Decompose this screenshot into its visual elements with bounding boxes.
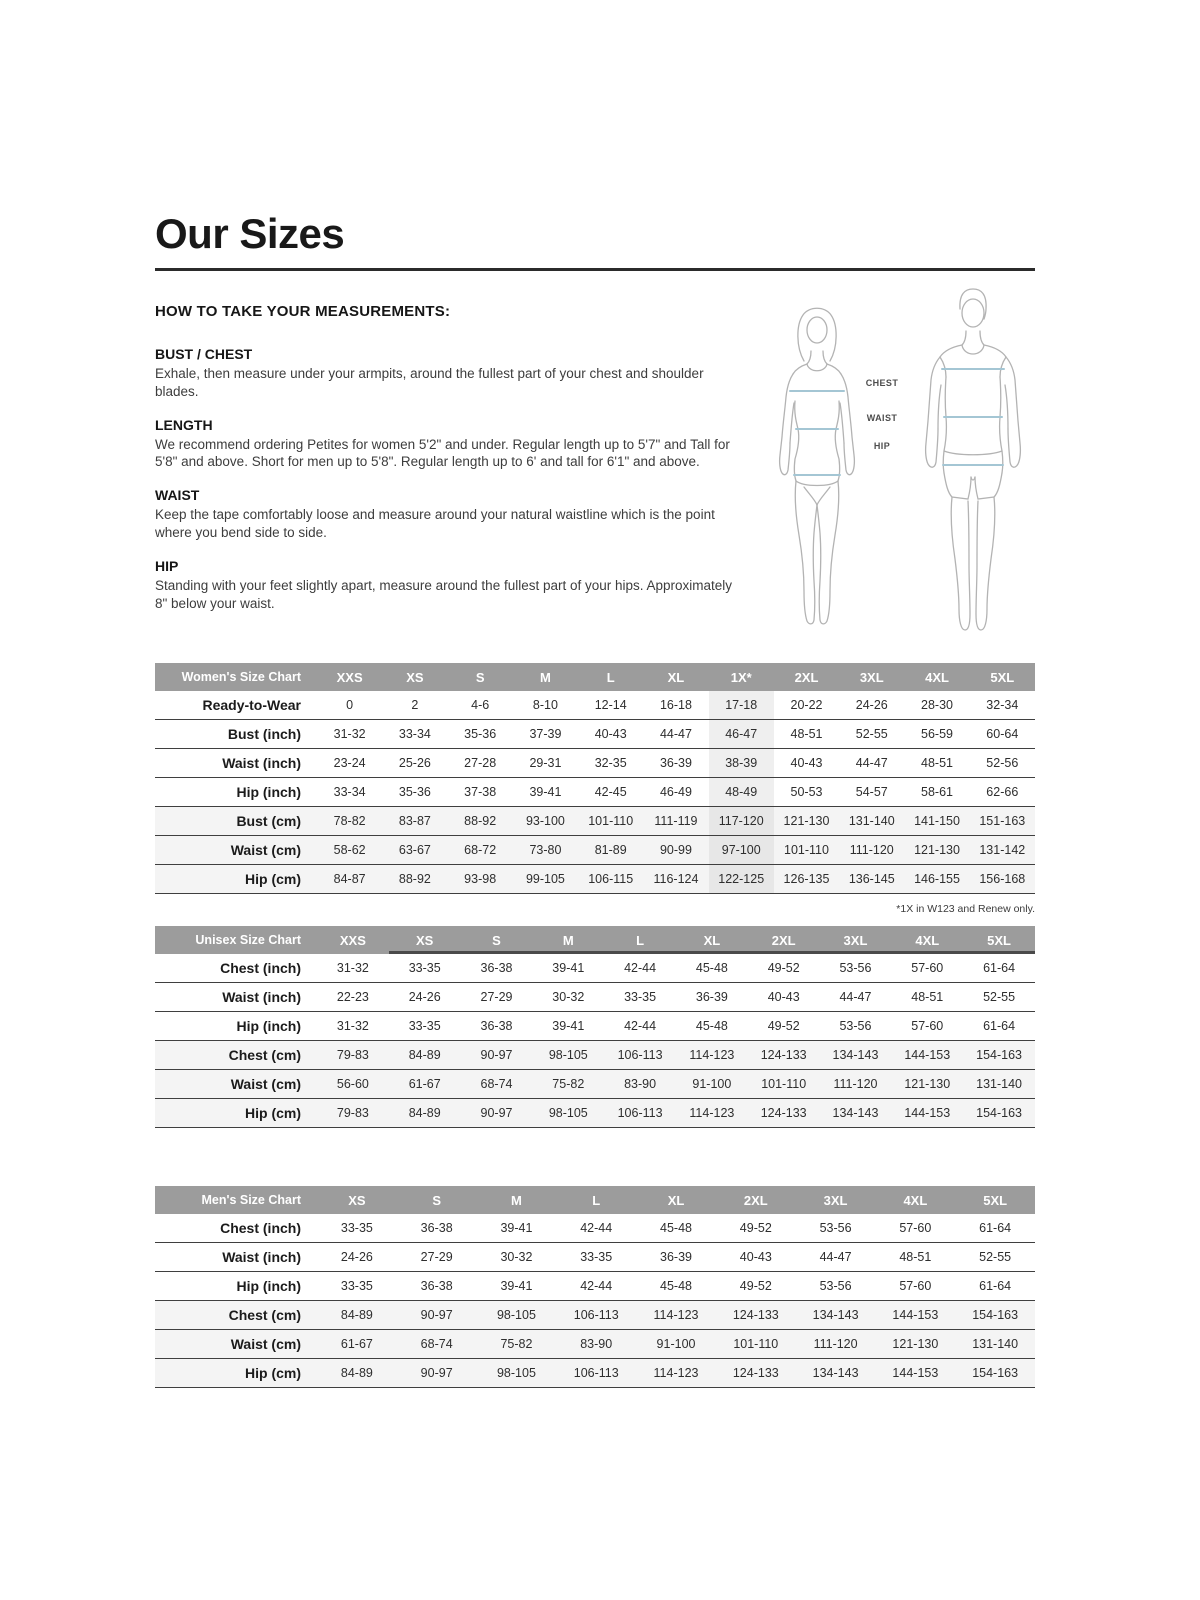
size-column-header: XS xyxy=(406,669,424,685)
size-cell: 75-82 xyxy=(552,1077,585,1091)
size-cell: 61-67 xyxy=(340,1337,373,1351)
size-column-header: XXS xyxy=(336,669,363,685)
size-cell: 38-39 xyxy=(709,749,774,777)
instruction-section xyxy=(155,417,740,472)
size-cell: 61-64 xyxy=(983,1019,1016,1033)
size-cell: 27-29 xyxy=(420,1250,453,1264)
size-cell: 93-98 xyxy=(464,872,497,886)
size-cell: 106-113 xyxy=(573,1366,619,1380)
size-cell: 78-82 xyxy=(333,814,366,828)
size-column-header: 4XL xyxy=(925,669,949,685)
size-cell: 46-49 xyxy=(659,785,692,799)
row-label: Waist (cm) xyxy=(230,1076,301,1092)
measurement-instructions xyxy=(155,303,740,629)
table-row xyxy=(155,836,1035,865)
size-cell: 90-97 xyxy=(420,1366,453,1380)
size-cell: 83-90 xyxy=(580,1337,613,1351)
size-cell: 121-130 xyxy=(892,1337,939,1351)
table-row xyxy=(155,1243,1035,1272)
table-header-row xyxy=(155,1186,1035,1214)
body-figures xyxy=(745,280,1045,645)
size-cell: 39-41 xyxy=(500,1279,533,1293)
table-title: Men's Size Chart xyxy=(201,1193,301,1207)
size-column-header: 1X* xyxy=(730,669,752,685)
section-body: We recommend ordering Petites for women 5'2" and under. Regular length up to 5'7" and Tall for 5'8" and above. Short for men up to 5'8". Regular length up to 6' and tall for 6'1" and above. xyxy=(155,436,730,470)
size-cell: 35-36 xyxy=(464,727,497,741)
size-cell: 23-24 xyxy=(333,756,366,770)
size-cell: 81-89 xyxy=(594,843,627,857)
size-cell: 144-153 xyxy=(904,1048,951,1062)
size-cell: 90-99 xyxy=(659,843,692,857)
size-cell: 61-64 xyxy=(979,1221,1012,1235)
size-cell: 101-110 xyxy=(784,843,829,857)
section-body: Keep the tape comfortably loose and measure around your natural waistline which is the point where you bend side to side. xyxy=(155,507,715,541)
size-cell: 131-140 xyxy=(972,1337,1019,1351)
instruction-section xyxy=(155,346,740,401)
table-row xyxy=(155,1359,1035,1388)
size-cell: 134-143 xyxy=(812,1366,859,1380)
size-cell: 44-47 xyxy=(855,756,888,770)
waist-label: WAIST xyxy=(866,413,898,423)
size-cell: 79-83 xyxy=(336,1048,369,1062)
size-column-header: 3XL xyxy=(820,926,892,954)
size-cell: 40-43 xyxy=(767,990,800,1004)
section-title: BUST / CHEST xyxy=(155,346,253,362)
size-cell: 36-39 xyxy=(695,990,728,1004)
size-column-header: S xyxy=(475,669,485,685)
size-cell: 98-105 xyxy=(496,1308,536,1322)
table-row xyxy=(155,1214,1035,1243)
size-cell: 8-10 xyxy=(532,698,558,712)
table-row xyxy=(155,1301,1035,1330)
size-cell: 33-35 xyxy=(624,990,657,1004)
size-column-header: 3XL xyxy=(859,669,884,685)
size-cell: 114-123 xyxy=(689,1048,735,1062)
table-row xyxy=(155,691,1035,720)
table-row xyxy=(155,983,1035,1012)
table-row xyxy=(155,1330,1035,1359)
row-label: Waist (inch) xyxy=(222,989,301,1005)
size-cell: 36-39 xyxy=(660,1250,692,1264)
size-cell: 122-125 xyxy=(709,865,774,893)
row-label: Hip (inch) xyxy=(236,784,301,800)
size-cell: 98-105 xyxy=(548,1106,588,1120)
size-cell: 131-140 xyxy=(976,1077,1022,1091)
size-column-header: XS xyxy=(389,926,461,954)
row-label: Chest (cm) xyxy=(228,1047,301,1063)
size-cell: 101-110 xyxy=(733,1337,779,1351)
size-cell: 101-110 xyxy=(761,1077,807,1091)
size-cell: 16-18 xyxy=(659,698,692,712)
table-row xyxy=(155,1041,1035,1070)
size-cell: 57-60 xyxy=(899,1279,932,1293)
size-cell: 154-163 xyxy=(972,1366,1019,1380)
size-cell: 36-38 xyxy=(420,1221,453,1235)
row-label: Hip (cm) xyxy=(245,1365,301,1381)
size-column-header: S xyxy=(432,1192,441,1208)
size-column-header: 5XL xyxy=(963,926,1035,954)
size-cell: 45-48 xyxy=(695,961,728,975)
size-cell: 90-97 xyxy=(480,1048,513,1062)
size-cell: 33-35 xyxy=(408,1019,441,1033)
size-cell: 48-51 xyxy=(921,756,954,770)
size-cell: 39-41 xyxy=(529,785,562,799)
size-column-header: XL xyxy=(667,669,685,685)
size-cell: 144-153 xyxy=(904,1106,951,1120)
size-cell: 54-57 xyxy=(855,785,888,799)
size-cell: 134-143 xyxy=(832,1048,879,1062)
size-cell: 44-47 xyxy=(819,1250,852,1264)
section-title: HIP xyxy=(155,557,179,574)
size-cell: 46-47 xyxy=(709,720,774,748)
size-cell: 42-44 xyxy=(624,961,657,975)
size-cell: 83-87 xyxy=(398,814,431,828)
size-cell: 52-55 xyxy=(983,990,1016,1004)
size-cell: 106-113 xyxy=(573,1308,619,1322)
table-footnote: *1X in W123 and Renew only. xyxy=(896,903,1035,915)
size-cell: 56-59 xyxy=(921,727,954,741)
size-cell: 37-38 xyxy=(464,785,497,799)
size-cell: 52-56 xyxy=(986,756,1019,770)
size-cell: 2 xyxy=(411,698,419,712)
row-label: Bust (inch) xyxy=(227,726,301,742)
size-cell: 40-43 xyxy=(790,756,823,770)
size-cell: 33-35 xyxy=(580,1250,613,1264)
table-row xyxy=(155,807,1035,836)
size-cell: 126-135 xyxy=(783,872,830,886)
size-cell: 144-153 xyxy=(892,1366,939,1380)
size-cell: 154-163 xyxy=(976,1106,1022,1120)
row-label: Waist (inch) xyxy=(222,755,301,771)
size-cell: 4-6 xyxy=(471,698,490,712)
table-row xyxy=(155,720,1035,749)
size-cell: 36-39 xyxy=(659,756,692,770)
chest-label: CHEST xyxy=(865,378,899,388)
size-cell: 27-28 xyxy=(464,756,497,770)
size-cell: 114-123 xyxy=(653,1366,699,1380)
size-cell: 90-97 xyxy=(420,1308,453,1322)
row-label: Waist (cm) xyxy=(230,1336,301,1352)
size-cell: 84-89 xyxy=(340,1308,373,1322)
size-cell: 57-60 xyxy=(911,1019,944,1033)
row-label: Chest (inch) xyxy=(220,1220,301,1236)
size-cell: 42-45 xyxy=(594,785,627,799)
size-cell: 154-163 xyxy=(972,1308,1019,1322)
table-row xyxy=(155,778,1035,807)
size-cell: 24-26 xyxy=(855,698,888,712)
size-cell: 156-168 xyxy=(979,872,1026,886)
size-cell: 49-52 xyxy=(767,961,800,975)
table-title: Unisex Size Chart xyxy=(195,933,301,947)
size-cell: 101-110 xyxy=(588,814,634,828)
size-cell: 124-133 xyxy=(732,1366,779,1380)
row-label: Waist (inch) xyxy=(222,1249,301,1265)
size-cell: 49-52 xyxy=(739,1279,772,1293)
size-column-header: 2XL xyxy=(794,669,819,685)
size-cell: 39-41 xyxy=(552,1019,585,1033)
size-cell: 31-32 xyxy=(336,1019,369,1033)
size-cell: 106-113 xyxy=(617,1106,663,1120)
size-table xyxy=(155,926,1035,1128)
table-row xyxy=(155,1272,1035,1301)
size-cell: 31-32 xyxy=(333,727,366,741)
size-column-header: 4XL xyxy=(891,926,963,954)
size-cell: 58-61 xyxy=(921,785,954,799)
size-cell: 40-43 xyxy=(594,727,627,741)
size-cell: 68-74 xyxy=(420,1337,453,1351)
size-cell: 84-89 xyxy=(408,1106,441,1120)
size-cell: 62-66 xyxy=(986,785,1019,799)
size-cell: 134-143 xyxy=(812,1308,859,1322)
size-cell: 111-120 xyxy=(849,843,894,857)
size-cell: 24-26 xyxy=(408,990,441,1004)
size-cell: 36-38 xyxy=(420,1279,453,1293)
size-cell: 124-133 xyxy=(732,1308,779,1322)
row-label: Bust (cm) xyxy=(236,813,301,829)
size-cell: 20-22 xyxy=(790,698,823,712)
size-cell: 63-67 xyxy=(398,843,431,857)
size-cell: 45-48 xyxy=(695,1019,728,1033)
male-measure-lines xyxy=(942,369,1004,465)
instructions-heading: HOW TO TAKE YOUR MEASUREMENTS: xyxy=(155,303,451,320)
instruction-section xyxy=(155,487,740,542)
size-cell: 57-60 xyxy=(899,1221,932,1235)
female-figure-illustration xyxy=(768,303,866,625)
size-column-header: 5XL xyxy=(990,669,1015,685)
size-cell: 29-31 xyxy=(529,756,562,770)
size-cell: 84-89 xyxy=(408,1048,441,1062)
size-cell: 24-26 xyxy=(340,1250,373,1264)
size-cell: 121-130 xyxy=(904,1077,951,1091)
table-header-row xyxy=(155,663,1035,691)
size-cell: 48-51 xyxy=(911,990,944,1004)
size-column-header: 3XL xyxy=(823,1192,848,1208)
table-row xyxy=(155,749,1035,778)
size-cell: 68-72 xyxy=(464,843,497,857)
size-cell: 49-52 xyxy=(739,1221,772,1235)
size-cell: 111-120 xyxy=(833,1077,878,1091)
size-column-header: XS xyxy=(348,1192,366,1208)
size-cell: 136-145 xyxy=(848,872,895,886)
size-column-header: L xyxy=(606,669,615,685)
size-cell: 84-87 xyxy=(333,872,366,886)
size-cell: 53-56 xyxy=(819,1279,852,1293)
size-cell: 60-64 xyxy=(986,727,1019,741)
size-cell: 91-100 xyxy=(692,1077,732,1091)
size-column-header: XL xyxy=(667,1192,685,1208)
table-row xyxy=(155,1012,1035,1041)
size-cell: 53-56 xyxy=(819,1221,852,1235)
size-cell: 90-97 xyxy=(480,1106,513,1120)
instruction-section xyxy=(155,558,740,613)
size-cell: 49-52 xyxy=(767,1019,800,1033)
size-cell: 33-35 xyxy=(340,1221,373,1235)
row-label: Chest (cm) xyxy=(228,1307,301,1323)
size-cell: 42-44 xyxy=(580,1221,613,1235)
size-cell: 93-100 xyxy=(525,814,565,828)
size-cell: 131-142 xyxy=(979,843,1026,857)
table-row xyxy=(155,865,1035,894)
size-cell: 39-41 xyxy=(552,961,585,975)
size-cell: 44-47 xyxy=(659,727,692,741)
size-cell: 35-36 xyxy=(398,785,431,799)
row-label: Hip (cm) xyxy=(245,871,301,887)
size-cell: 42-44 xyxy=(624,1019,657,1033)
size-cell: 0 xyxy=(346,698,354,712)
size-cell: 79-83 xyxy=(336,1106,369,1120)
male-figure-illustration xyxy=(912,285,1034,635)
size-cell: 144-153 xyxy=(892,1308,939,1322)
section-body: Exhale, then measure under your armpits, around the fullest part of your chest and shoulder blades. xyxy=(155,366,704,399)
size-cell: 111-119 xyxy=(654,814,698,828)
size-cell: 61-67 xyxy=(408,1077,441,1091)
section-title: LENGTH xyxy=(155,416,213,433)
size-cell: 58-62 xyxy=(333,843,366,857)
size-column-header: M xyxy=(511,1192,522,1208)
size-cell: 99-105 xyxy=(525,872,565,886)
size-cell: 114-123 xyxy=(689,1106,735,1120)
size-cell: 52-55 xyxy=(855,727,888,741)
size-cell: 88-92 xyxy=(464,814,497,828)
size-column-header: S xyxy=(461,926,533,954)
size-cell: 97-100 xyxy=(709,836,774,864)
row-label: Hip (inch) xyxy=(236,1018,301,1034)
size-cell: 30-32 xyxy=(500,1250,533,1264)
size-cell: 57-60 xyxy=(911,961,944,975)
size-cell: 117-120 xyxy=(709,807,774,835)
size-cell: 146-155 xyxy=(914,872,960,886)
row-label: Ready-to-Wear xyxy=(202,697,301,713)
size-cell: 36-38 xyxy=(480,961,513,975)
size-cell: 68-74 xyxy=(480,1077,513,1091)
size-cell: 98-105 xyxy=(548,1048,588,1062)
size-cell: 45-48 xyxy=(660,1221,692,1235)
size-cell: 48-51 xyxy=(790,727,823,741)
size-cell: 33-35 xyxy=(408,961,441,975)
table-title: Women's Size Chart xyxy=(181,670,301,684)
size-cell: 30-32 xyxy=(552,990,585,1004)
size-cell: 154-163 xyxy=(976,1048,1022,1062)
size-cell: 42-44 xyxy=(580,1279,613,1293)
size-cell: 45-48 xyxy=(660,1279,692,1293)
size-cell: 61-64 xyxy=(983,961,1016,975)
size-cell: 83-90 xyxy=(624,1077,657,1091)
size-cell: 106-115 xyxy=(588,872,634,886)
size-cell: 48-49 xyxy=(709,778,774,806)
size-table xyxy=(155,663,1035,915)
size-cell: 75-82 xyxy=(500,1337,533,1351)
size-cell: 61-64 xyxy=(979,1279,1012,1293)
size-cell: 40-43 xyxy=(739,1250,772,1264)
size-column-header: XXS xyxy=(339,932,366,948)
size-column-header: L xyxy=(604,926,676,954)
instruction-sections xyxy=(155,346,740,613)
size-cell: 151-163 xyxy=(979,814,1026,828)
size-column-header: XL xyxy=(676,926,748,954)
size-cell: 33-34 xyxy=(333,785,366,799)
title-divider xyxy=(155,268,1035,271)
table-header-row xyxy=(155,926,1035,954)
size-cell: 33-34 xyxy=(398,727,431,741)
size-cell: 39-41 xyxy=(500,1221,533,1235)
size-cell: 37-39 xyxy=(529,727,562,741)
size-cell: 31-32 xyxy=(336,961,369,975)
size-column-header: L xyxy=(592,1192,601,1208)
table-row xyxy=(155,1070,1035,1099)
size-cell: 121-130 xyxy=(783,814,830,828)
size-cell: 124-133 xyxy=(760,1048,807,1062)
row-label: Hip (inch) xyxy=(236,1278,301,1294)
size-cell: 131-140 xyxy=(848,814,895,828)
section-title: WAIST xyxy=(155,487,200,504)
size-cell: 12-14 xyxy=(594,698,627,712)
size-column-header: 2XL xyxy=(748,926,820,954)
size-cell: 111-120 xyxy=(813,1337,858,1351)
size-column-header: M xyxy=(540,669,551,685)
size-cell: 116-124 xyxy=(653,872,699,886)
size-column-header: 2XL xyxy=(743,1192,768,1208)
size-cell: 17-18 xyxy=(709,691,774,719)
size-cell: 44-47 xyxy=(839,990,872,1004)
size-column-header: 4XL xyxy=(903,1192,928,1208)
size-cell: 121-130 xyxy=(914,843,960,857)
size-cell: 88-92 xyxy=(398,872,431,886)
size-cell: 25-26 xyxy=(398,756,431,770)
size-column-header: 5XL xyxy=(983,1192,1008,1208)
hip-label: HIP xyxy=(873,441,891,451)
size-cell: 53-56 xyxy=(839,961,872,975)
size-cell: 106-113 xyxy=(617,1048,663,1062)
size-cell: 98-105 xyxy=(496,1366,536,1380)
size-column-header: M xyxy=(532,926,604,954)
table-row xyxy=(155,1099,1035,1128)
size-cell: 27-29 xyxy=(480,990,513,1004)
size-cell: 141-150 xyxy=(914,814,960,828)
table-row xyxy=(155,954,1035,983)
size-cell: 22-23 xyxy=(336,990,369,1004)
size-cell: 84-89 xyxy=(340,1366,373,1380)
size-table xyxy=(155,1186,1035,1388)
size-cell: 73-80 xyxy=(529,843,562,857)
row-label: Hip (cm) xyxy=(245,1105,301,1121)
size-cell: 124-133 xyxy=(760,1106,807,1120)
size-cell: 50-53 xyxy=(790,785,823,799)
size-cell: 33-35 xyxy=(340,1279,373,1293)
page-title: Our Sizes xyxy=(155,210,345,257)
size-cell: 56-60 xyxy=(336,1077,369,1091)
size-cell: 32-35 xyxy=(594,756,627,770)
size-cell: 134-143 xyxy=(832,1106,879,1120)
size-cell: 32-34 xyxy=(986,698,1019,712)
size-cell: 28-30 xyxy=(921,698,954,712)
size-cell: 114-123 xyxy=(653,1308,699,1322)
row-label: Waist (cm) xyxy=(230,842,301,858)
section-body: Standing with your feet slightly apart, measure around the fullest part of your hips. Approximately 8" below your waist. xyxy=(155,577,733,611)
size-cell: 52-55 xyxy=(979,1250,1012,1264)
size-cell: 91-100 xyxy=(656,1337,696,1351)
size-cell: 53-56 xyxy=(839,1019,872,1033)
row-label: Chest (inch) xyxy=(220,960,301,976)
size-cell: 36-38 xyxy=(480,1019,513,1033)
size-cell: 48-51 xyxy=(899,1250,932,1264)
